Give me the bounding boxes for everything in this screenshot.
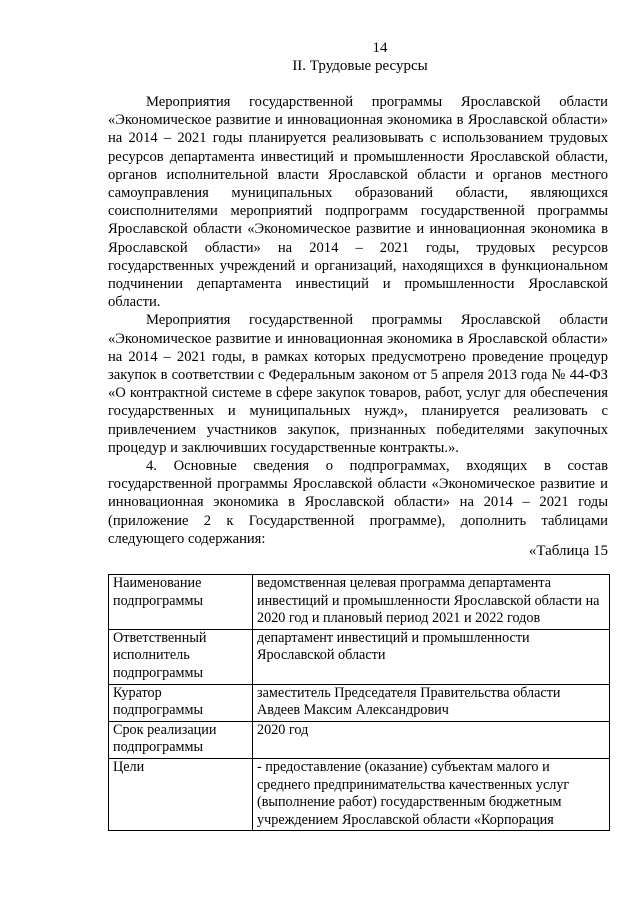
paragraph-subprograms: 4. Основные сведения о подпрограммах, входящих в состав государственной программы Ярославской области «Экономическое развитие и инновационная экономика в Ярославской области» на 2014 – 2021 годы (приложение 2 к Государственной программе), дополнить таблицами следующего содержания: bbox=[108, 458, 608, 547]
body-text bbox=[108, 93, 608, 548]
section-title: II. Трудовые ресурсы bbox=[292, 58, 428, 74]
paragraph-labor-resources: Мероприятия государственной программы Ярославской области «Экономическое развитие и инновационная экономика в Ярославской области» на 2014 – 2021 годы планируется реализовывать с использованием трудовых ресурсов департамента инвестиций и промышленности Ярославской области, органов исполнительной власти Ярославской области и органов местного самоуправления муниципальных образований области, являющихся соисполнителями мероприятий подпрограмм государственной программы Ярославской области «Экономическое развитие и инновационная экономика в Ярославской области» на 2014 – 2021 годы, трудовых ресурсов государственных учреждений и организаций, находящихся в функциональном подчинении департамента инвестиций и промышленности Ярославской области. bbox=[108, 94, 608, 311]
table-row bbox=[109, 575, 610, 630]
table-label-cell: Ответственный исполнитель подпрограммы bbox=[109, 629, 253, 684]
table-row bbox=[109, 721, 610, 758]
table-value-cell: заместитель Председателя Правительства области Авдеев Максим Александрович bbox=[253, 684, 610, 721]
table-label-cell: Куратор подпрограммы bbox=[109, 684, 253, 721]
table-label-cell: Срок реализации подпрограммы bbox=[109, 721, 253, 758]
table-label-cell: Цели bbox=[109, 758, 253, 830]
table-caption: «Таблица 15 bbox=[528, 543, 608, 559]
table-value-cell: департамент инвестиций и промышленности Ярославской области bbox=[253, 629, 610, 684]
table-row bbox=[109, 758, 610, 830]
table-value-cell: 2020 год bbox=[253, 721, 610, 758]
table-row bbox=[109, 684, 610, 721]
page-number: 14 bbox=[372, 40, 388, 56]
table-row bbox=[109, 629, 610, 684]
paragraph-procurement: Мероприятия государственной программы Ярославской области «Экономическое развитие и инновационная экономика в Ярославской области» на 2014 – 2021 годы, в рамках которых предусмотрено проведение процедур закупок в соответствии с Федеральным законом от 5 апреля 2013 года № 44-ФЗ «О контрактной системе в сфере закупок товаров, работ, услуг для обеспечения государственных и муниципальных нужд», планируется реализовать с привлечением участников закупок, признанных победителями закупочных процедур и заключивших государственные контракты.». bbox=[108, 312, 608, 456]
table-value-cell: - предоставление (оказание) субъектам малого и среднего предпринимательства качественных услуг (выполнение работ) государственным бюджетным учреждением Ярославской области «Корпорация bbox=[253, 758, 610, 830]
table-label-cell: Наименование подпрограммы bbox=[109, 575, 253, 630]
subprogram-info-table bbox=[108, 574, 610, 831]
table-value-cell: ведомственная целевая программа департамента инвестиций и промышленности Ярославской области на 2020 год и плановый период 2021 и 2022 годов bbox=[253, 575, 610, 630]
